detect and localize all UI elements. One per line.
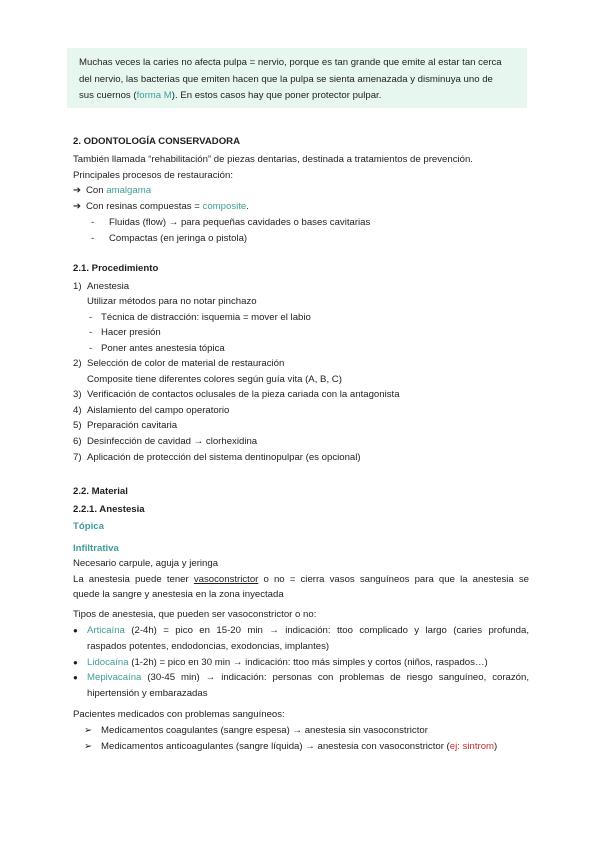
list-item-note: Composite tiene diferentes colores según guía vita (A, B, C) <box>87 374 342 385</box>
list-item: Con amalgama <box>86 185 152 196</box>
note-line: Muchas veces la caries no afecta pulpa = nervio, porque es tan grande que emite al estar tan cerca <box>79 57 502 68</box>
list-number: 2) <box>73 358 82 369</box>
list-item: Anestesia <box>87 281 130 292</box>
topic-heading-topica: Tópica <box>73 521 104 532</box>
list-item: Preparación cavitaria <box>87 420 178 431</box>
dash-bullet: - <box>89 312 93 323</box>
list-item-cont: hipertensión y embarazadas <box>87 688 208 699</box>
list-item: Aislamiento del campo operatorio <box>87 405 230 416</box>
list-item: Con resinas compuestas = composite. <box>86 201 249 212</box>
subsection-heading: 2.1. Procedimiento <box>73 263 159 274</box>
bullet-icon: ● <box>73 626 78 635</box>
paragraph: También llamada “rehabilitación” de piezas dentarias, destinada a tratamientos de prevención. <box>73 154 473 165</box>
note-line: sus cuernos (forma M). En estos casos hay que poner protector pulpar. <box>79 90 382 101</box>
dash-bullet: - <box>91 217 95 228</box>
term-mepivacaina: Mepivacaína <box>87 672 142 683</box>
list-number: 5) <box>73 420 82 431</box>
list-item: Aplicación de protección del sistema dentinopulpar (es opcional) <box>87 452 361 463</box>
list-item: Medicamentos coagulantes (sangre espesa) → anestesia sin vasoconstrictor <box>101 725 428 736</box>
term-amalgama: amalgama <box>106 185 152 196</box>
dash-bullet: - <box>89 327 93 338</box>
list-item: Lidocaína (1-2h) = pico en 30 min → indicación: ttoo más simples y cortos (niños, raspados…) <box>87 657 488 668</box>
list-item: Verificación de contactos oclusales de la pieza cariada con la antagonista <box>87 389 400 400</box>
list-number: 7) <box>73 452 82 463</box>
note-line: del nervio, las bacterias que emiten hacen que la pulpa se sienta amenazada y disminuya uno de <box>79 73 493 85</box>
bullet-icon: ● <box>73 658 78 667</box>
subsection-heading: 2.2. Material <box>73 486 128 497</box>
term-sintrom: ej: sintrom <box>449 741 495 752</box>
list-item-cont: raspados potentes, endodoncias, exodoncias, implantes) <box>87 641 330 652</box>
paragraph: Pacientes medicados con problemas sanguíneos: <box>73 709 285 720</box>
term-vasoconstrictor: vasoconstrictor <box>193 574 259 585</box>
paragraph: Tipos de anestesia, que pueden ser vasoconstrictor o no: <box>73 609 317 620</box>
term-forma-m: forma M <box>136 90 172 101</box>
dash-bullet: - <box>91 233 95 244</box>
sub-list-item: Técnica de distracción: isquemia = mover el labio <box>101 312 311 323</box>
paragraph: Necesario carpule, aguja y jeringa <box>73 558 219 569</box>
list-item: Desinfección de cavidad → clorhexidina <box>87 436 258 447</box>
arrow-bullet-icon: ➔ <box>73 185 82 196</box>
list-item: Medicamentos anticoagulantes (sangre líquida) → anestesia con vasoconstrictor (ej: sintrom) <box>101 741 498 752</box>
subsubsection-heading: 2.2.1. Anestesia <box>73 504 145 515</box>
sub-list-item: Fluidas (flow) → para pequeñas cavidades o bases cavitarias <box>109 217 371 228</box>
list-item: Mepivacaína (30-45 min) → indicación: personas con problemas de riesgo sanguíneo, corazón, <box>87 672 529 683</box>
term-lidocaina: Lidocaína <box>87 657 129 668</box>
list-number: 6) <box>73 436 82 447</box>
list-number: 3) <box>73 389 82 400</box>
list-item: Selección de color de material de restauración <box>87 358 285 369</box>
dash-bullet: - <box>89 343 93 354</box>
list-item: Articaína (2-4h) = pico en 15-20 min → indicación: ttoo complicado y largo (caries profunda, <box>87 625 529 636</box>
term-articaina: Articaína <box>87 625 125 636</box>
term-composite: composite <box>202 201 247 212</box>
paragraph: Principales procesos de restauración: <box>73 170 233 181</box>
arrowhead-bullet-icon: ➢ <box>84 725 93 736</box>
sub-list-item: Hacer presión <box>101 327 161 338</box>
bullet-icon: ● <box>73 673 78 682</box>
list-number: 4) <box>73 405 82 416</box>
highlight-note <box>67 48 527 108</box>
sub-list-item: Compactas (en jeringa o pistola) <box>109 233 248 244</box>
section-heading: 2. ODONTOLOGÍA CONSERVADORA <box>73 136 241 147</box>
arrowhead-bullet-icon: ➢ <box>84 741 93 752</box>
topic-heading-infiltrativa: Infiltrativa <box>73 543 119 554</box>
sub-list-item: Poner antes anestesia tópica <box>101 343 225 354</box>
paragraph: La anestesia puede tener vasoconstrictor o no = cierra vasos sanguíneos para que la anestesia se <box>73 574 530 585</box>
arrow-bullet-icon: ➔ <box>73 201 82 212</box>
list-number: 1) <box>73 281 82 292</box>
paragraph: quede la sangre y anestesia en la zona inyectada <box>73 589 284 600</box>
list-item-note: Utilizar métodos para no notar pinchazo <box>87 296 257 307</box>
